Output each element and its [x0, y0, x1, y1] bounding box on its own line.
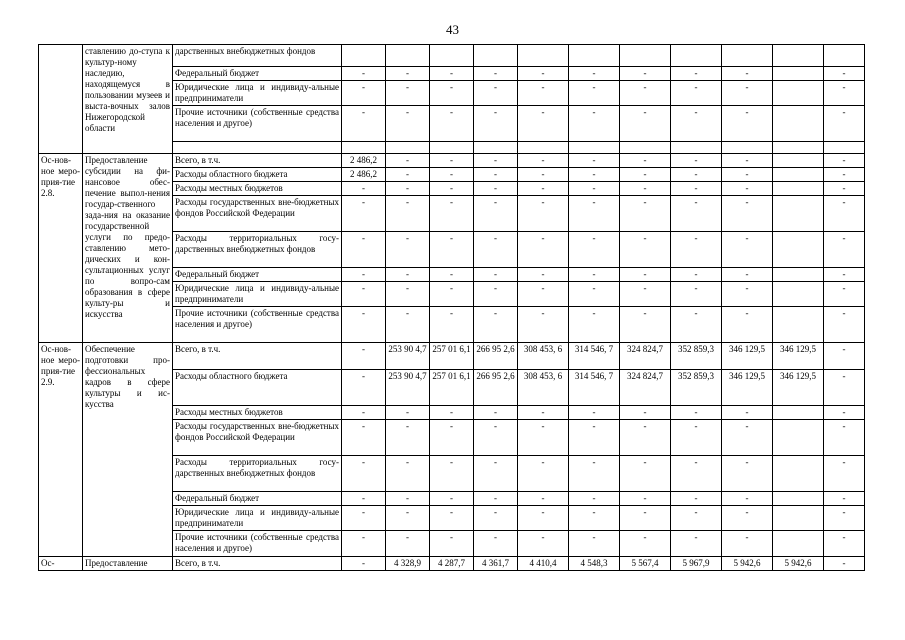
value-cell: -: [386, 268, 430, 282]
value-cell: [824, 45, 865, 67]
value-cell: 5 967,9: [671, 557, 722, 571]
value-cell: [342, 142, 386, 154]
value-cell: 346 129,5: [773, 343, 824, 370]
funding-source-cell: Федеральный бюджет: [173, 67, 342, 81]
value-cell: -: [722, 531, 773, 557]
value-cell: -: [722, 307, 773, 343]
value-cell: -: [671, 81, 722, 106]
value-cell: -: [569, 196, 620, 232]
value-cell: [474, 142, 518, 154]
value-cell: -: [474, 81, 518, 106]
event-number-cell: [39, 45, 83, 154]
value-cell: -: [620, 406, 671, 420]
value-cell: [773, 45, 824, 67]
value-cell: -: [430, 282, 474, 307]
value-cell: -: [518, 506, 569, 531]
value-cell: -: [620, 182, 671, 196]
value-cell: 5 942,6: [773, 557, 824, 571]
value-cell: [773, 531, 824, 557]
value-cell: -: [824, 307, 865, 343]
value-cell: -: [620, 506, 671, 531]
value-cell: -: [569, 420, 620, 456]
funding-source-cell: дарственных внебюджетных фондов: [173, 45, 342, 67]
value-cell: -: [824, 268, 865, 282]
value-cell: [620, 142, 671, 154]
value-cell: -: [430, 531, 474, 557]
table-row: [39, 343, 865, 370]
value-cell: -: [342, 506, 386, 531]
value-cell: -: [569, 506, 620, 531]
value-cell: -: [722, 182, 773, 196]
value-cell: 346 129,5: [722, 370, 773, 406]
value-cell: [342, 45, 386, 67]
value-cell: 346 129,5: [722, 343, 773, 370]
value-cell: -: [722, 420, 773, 456]
event-name-cell: Предоставление субсидии на фи-нансовое обес-печение выпол-нения государ-ственного зада-ния на оказание государственной услуги по предо-ставлению мето-дических и кон-сультационных услуг по вопро-сам образования в сфере культу-ры и искусства: [83, 154, 173, 343]
value-cell: -: [342, 531, 386, 557]
value-cell: -: [386, 531, 430, 557]
value-cell: -: [671, 106, 722, 142]
value-cell: -: [620, 420, 671, 456]
value-cell: -: [620, 456, 671, 492]
value-cell: -: [474, 268, 518, 282]
value-cell: -: [722, 456, 773, 492]
value-cell: -: [342, 282, 386, 307]
value-cell: -: [518, 456, 569, 492]
value-cell: -: [620, 67, 671, 81]
value-cell: -: [386, 168, 430, 182]
event-number-cell: Ос-: [39, 557, 83, 571]
event-name-cell: ставлению до-ступа к культур-ному наследию, находящемуся в пользовании музеев и выста-вочных залов Нижегородской области: [83, 45, 173, 154]
funding-source-cell: Расходы местных бюджетов: [173, 406, 342, 420]
value-cell: 2 486,2: [342, 154, 386, 168]
value-cell: -: [342, 343, 386, 370]
value-cell: -: [569, 456, 620, 492]
funding-source-cell: Расходы территориальных госу-дарственных внебюджетных фондов: [173, 232, 342, 268]
value-cell: 4 410,4: [518, 557, 569, 571]
funding-source-cell: Всего, в т.ч.: [173, 343, 342, 370]
value-cell: [671, 45, 722, 67]
value-cell: [773, 456, 824, 492]
value-cell: -: [430, 420, 474, 456]
value-cell: -: [474, 456, 518, 492]
value-cell: -: [474, 67, 518, 81]
value-cell: -: [342, 67, 386, 81]
value-cell: [773, 81, 824, 106]
event-number-cell: Ос-нов-ное меро-прия-тие 2.9.: [39, 343, 83, 557]
value-cell: -: [569, 531, 620, 557]
value-cell: 5 942,6: [722, 557, 773, 571]
value-cell: -: [342, 420, 386, 456]
funding-source-cell: Прочие источники (собственные средства населения и другое): [173, 307, 342, 343]
funding-source-cell: Расходы государственных вне-бюджетных фондов Российской Федерации: [173, 420, 342, 456]
value-cell: [518, 142, 569, 154]
value-cell: [620, 45, 671, 67]
value-cell: 324 824,7: [620, 370, 671, 406]
value-cell: -: [620, 282, 671, 307]
value-cell: -: [569, 182, 620, 196]
value-cell: [773, 142, 824, 154]
value-cell: 257 01 6,1: [430, 370, 474, 406]
event-number-cell: Ос-нов-ное меро-прия-тие 2.8.: [39, 154, 83, 343]
value-cell: -: [722, 492, 773, 506]
value-cell: -: [824, 106, 865, 142]
value-cell: -: [474, 406, 518, 420]
value-cell: -: [474, 182, 518, 196]
value-cell: -: [474, 168, 518, 182]
value-cell: [773, 420, 824, 456]
value-cell: [722, 45, 773, 67]
value-cell: -: [430, 268, 474, 282]
value-cell: 324 824,7: [620, 343, 671, 370]
value-cell: -: [722, 81, 773, 106]
value-cell: 4 361,7: [474, 557, 518, 571]
value-cell: -: [386, 492, 430, 506]
funding-source-cell: Прочие источники (собственные средства населения и другое): [173, 531, 342, 557]
value-cell: 257 01 6,1: [430, 343, 474, 370]
value-cell: -: [824, 67, 865, 81]
value-cell: [773, 154, 824, 168]
value-cell: -: [386, 456, 430, 492]
value-cell: -: [430, 106, 474, 142]
value-cell: 5 567,4: [620, 557, 671, 571]
value-cell: -: [722, 268, 773, 282]
value-cell: -: [569, 81, 620, 106]
budget-table: [38, 44, 865, 571]
value-cell: -: [386, 506, 430, 531]
value-cell: -: [430, 196, 474, 232]
value-cell: -: [518, 168, 569, 182]
value-cell: -: [474, 420, 518, 456]
value-cell: -: [518, 232, 569, 268]
value-cell: 308 453, 6: [518, 370, 569, 406]
value-cell: [386, 45, 430, 67]
value-cell: -: [671, 282, 722, 307]
funding-source-cell: Прочие источники (собственные средства населения и другое): [173, 106, 342, 142]
value-cell: -: [671, 232, 722, 268]
value-cell: -: [824, 81, 865, 106]
value-cell: [430, 45, 474, 67]
value-cell: [671, 142, 722, 154]
value-cell: -: [824, 531, 865, 557]
value-cell: -: [722, 506, 773, 531]
value-cell: -: [518, 268, 569, 282]
value-cell: -: [430, 492, 474, 506]
value-cell: [773, 106, 824, 142]
value-cell: [773, 196, 824, 232]
value-cell: -: [671, 531, 722, 557]
value-cell: -: [430, 406, 474, 420]
value-cell: -: [342, 406, 386, 420]
value-cell: -: [518, 492, 569, 506]
value-cell: 266 95 2,6: [474, 343, 518, 370]
value-cell: [518, 45, 569, 67]
funding-source-cell: Расходы областного бюджета: [173, 168, 342, 182]
value-cell: [722, 142, 773, 154]
funding-source-cell: Расходы областного бюджета: [173, 370, 342, 406]
value-cell: -: [722, 67, 773, 81]
value-cell: -: [722, 106, 773, 142]
value-cell: -: [518, 420, 569, 456]
value-cell: -: [620, 531, 671, 557]
value-cell: -: [474, 492, 518, 506]
funding-source-cell: [173, 142, 342, 154]
value-cell: [569, 142, 620, 154]
value-cell: -: [569, 268, 620, 282]
value-cell: 352 859,3: [671, 343, 722, 370]
value-cell: -: [671, 492, 722, 506]
value-cell: 346 129,5: [773, 370, 824, 406]
value-cell: 4 548,3: [569, 557, 620, 571]
value-cell: -: [722, 406, 773, 420]
funding-source-cell: Всего, в т.ч.: [173, 557, 342, 571]
value-cell: -: [620, 196, 671, 232]
value-cell: -: [620, 154, 671, 168]
value-cell: 314 546, 7: [569, 343, 620, 370]
value-cell: -: [824, 154, 865, 168]
value-cell: -: [518, 81, 569, 106]
value-cell: -: [386, 420, 430, 456]
value-cell: -: [824, 456, 865, 492]
value-cell: -: [722, 168, 773, 182]
value-cell: 308 453, 6: [518, 343, 569, 370]
event-name-cell: Обеспечение подготовки про-фессиональных кадров в сфере культуры и ис-кусства: [83, 343, 173, 557]
table-row: [39, 45, 865, 67]
value-cell: -: [824, 406, 865, 420]
value-cell: -: [569, 492, 620, 506]
value-cell: -: [824, 168, 865, 182]
value-cell: -: [430, 232, 474, 268]
value-cell: -: [386, 232, 430, 268]
value-cell: -: [386, 81, 430, 106]
value-cell: -: [671, 307, 722, 343]
value-cell: -: [671, 420, 722, 456]
value-cell: -: [518, 406, 569, 420]
value-cell: [569, 45, 620, 67]
value-cell: -: [430, 307, 474, 343]
value-cell: -: [671, 456, 722, 492]
value-cell: -: [518, 196, 569, 232]
value-cell: -: [342, 106, 386, 142]
value-cell: -: [430, 182, 474, 196]
value-cell: [773, 506, 824, 531]
value-cell: -: [824, 282, 865, 307]
value-cell: -: [620, 81, 671, 106]
value-cell: -: [620, 307, 671, 343]
value-cell: [773, 307, 824, 343]
value-cell: -: [620, 268, 671, 282]
funding-source-cell: Федеральный бюджет: [173, 268, 342, 282]
value-cell: 352 859,3: [671, 370, 722, 406]
funding-source-cell: Расходы государственных вне-бюджетных фондов Российской Федерации: [173, 196, 342, 232]
value-cell: -: [474, 106, 518, 142]
value-cell: 4 287,7: [430, 557, 474, 571]
value-cell: 4 328,9: [386, 557, 430, 571]
value-cell: -: [824, 232, 865, 268]
value-cell: [773, 168, 824, 182]
table-row: [39, 154, 865, 168]
value-cell: -: [342, 232, 386, 268]
value-cell: -: [671, 67, 722, 81]
value-cell: -: [342, 557, 386, 571]
value-cell: -: [569, 106, 620, 142]
value-cell: -: [569, 168, 620, 182]
value-cell: -: [430, 154, 474, 168]
value-cell: -: [430, 168, 474, 182]
value-cell: -: [518, 307, 569, 343]
value-cell: 2 486,2: [342, 168, 386, 182]
value-cell: -: [824, 182, 865, 196]
value-cell: -: [824, 492, 865, 506]
value-cell: -: [569, 154, 620, 168]
funding-source-cell: Юридические лица и индивиду-альные предприниматели: [173, 282, 342, 307]
value-cell: 253 90 4,7: [386, 370, 430, 406]
value-cell: -: [569, 282, 620, 307]
value-cell: -: [430, 456, 474, 492]
value-cell: -: [430, 67, 474, 81]
value-cell: -: [518, 106, 569, 142]
value-cell: -: [620, 168, 671, 182]
value-cell: -: [430, 81, 474, 106]
value-cell: -: [518, 531, 569, 557]
value-cell: -: [722, 196, 773, 232]
value-cell: -: [671, 506, 722, 531]
value-cell: -: [342, 268, 386, 282]
value-cell: -: [386, 106, 430, 142]
value-cell: -: [671, 182, 722, 196]
funding-source-cell: Юридические лица и индивиду-альные предприниматели: [173, 506, 342, 531]
value-cell: [773, 282, 824, 307]
value-cell: -: [386, 282, 430, 307]
value-cell: [386, 142, 430, 154]
value-cell: 314 546, 7: [569, 370, 620, 406]
value-cell: -: [722, 232, 773, 268]
value-cell: [430, 142, 474, 154]
value-cell: -: [824, 420, 865, 456]
value-cell: [824, 142, 865, 154]
value-cell: -: [386, 182, 430, 196]
funding-source-cell: Всего, в т.ч.: [173, 154, 342, 168]
value-cell: [773, 406, 824, 420]
value-cell: -: [569, 232, 620, 268]
value-cell: -: [671, 196, 722, 232]
page-number: 43: [446, 22, 459, 37]
value-cell: [474, 45, 518, 67]
value-cell: 266 95 2,6: [474, 370, 518, 406]
value-cell: [773, 182, 824, 196]
funding-source-cell: Расходы территориальных госу-дарственных внебюджетных фондов: [173, 456, 342, 492]
value-cell: 253 90 4,7: [386, 343, 430, 370]
value-cell: -: [518, 182, 569, 196]
value-cell: -: [722, 154, 773, 168]
value-cell: -: [569, 67, 620, 81]
value-cell: -: [620, 492, 671, 506]
value-cell: -: [342, 81, 386, 106]
value-cell: -: [386, 154, 430, 168]
value-cell: -: [671, 154, 722, 168]
value-cell: [773, 67, 824, 81]
value-cell: -: [474, 154, 518, 168]
value-cell: -: [569, 406, 620, 420]
value-cell: -: [386, 406, 430, 420]
value-cell: -: [518, 282, 569, 307]
value-cell: -: [474, 282, 518, 307]
value-cell: -: [342, 456, 386, 492]
value-cell: -: [386, 307, 430, 343]
value-cell: -: [474, 307, 518, 343]
value-cell: -: [824, 343, 865, 370]
value-cell: -: [671, 406, 722, 420]
value-cell: -: [386, 196, 430, 232]
value-cell: -: [474, 232, 518, 268]
value-cell: -: [342, 196, 386, 232]
value-cell: [773, 232, 824, 268]
value-cell: -: [671, 268, 722, 282]
value-cell: -: [342, 182, 386, 196]
value-cell: -: [824, 557, 865, 571]
value-cell: -: [342, 492, 386, 506]
value-cell: -: [342, 307, 386, 343]
funding-source-cell: Федеральный бюджет: [173, 492, 342, 506]
value-cell: -: [671, 168, 722, 182]
value-cell: -: [620, 106, 671, 142]
value-cell: [773, 492, 824, 506]
value-cell: -: [569, 307, 620, 343]
value-cell: -: [518, 154, 569, 168]
value-cell: -: [824, 196, 865, 232]
value-cell: -: [474, 531, 518, 557]
value-cell: -: [474, 506, 518, 531]
value-cell: -: [824, 506, 865, 531]
value-cell: -: [342, 370, 386, 406]
event-name-cell: Предоставление: [83, 557, 173, 571]
value-cell: -: [824, 370, 865, 406]
table-row: [39, 557, 865, 571]
funding-source-cell: Юридические лица и индивиду-альные предприниматели: [173, 81, 342, 106]
value-cell: -: [430, 506, 474, 531]
funding-source-cell: Расходы местных бюджетов: [173, 182, 342, 196]
value-cell: -: [474, 196, 518, 232]
value-cell: -: [620, 232, 671, 268]
value-cell: -: [386, 67, 430, 81]
value-cell: -: [722, 282, 773, 307]
value-cell: [773, 268, 824, 282]
value-cell: -: [518, 67, 569, 81]
